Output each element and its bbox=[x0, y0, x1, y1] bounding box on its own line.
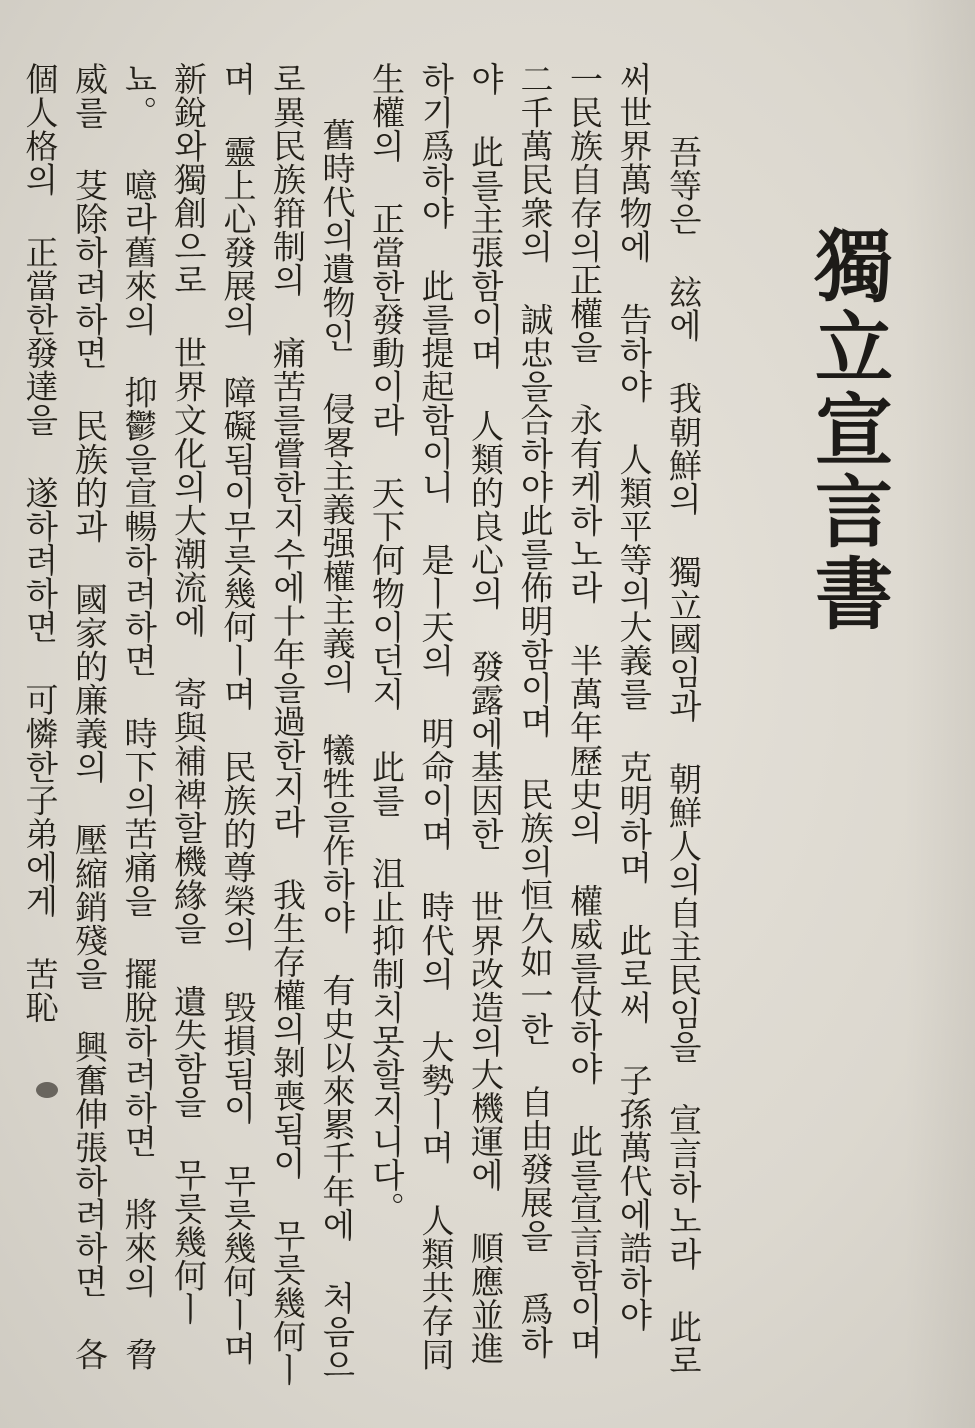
ink-stain bbox=[36, 1082, 58, 1098]
paragraph-2: 舊時代의遺物인 侵畧主義强權主義의 犧牲을作하야 有史以來累千年에 처음으로異民族箝制의 痛苦를嘗한지수에十年을過한지라 我生存權의剝喪됨이 무릇幾何ㅣ며 靈上心發展의 障礙됨이무릇幾何ㅣ며 民族的尊榮의 毁損됨이 무릇幾何ㅣ며 新銳와獨創으로 世界文化의大潮流에 寄與補裨할機緣을 遺失함을 무릇幾何ㅣ뇨。 噫라舊來의 抑鬱을宣暢하려하면 時下의苦痛을 擺脫하려하면 將來의 脅威를 芟除하려하면 民族的과 國家的廉義의 壓縮銷殘을 興奮伸張하려하면 各個人格의 正當한發達을 遂하려하면 可憐한子弟에게 苦恥 bbox=[20, 62, 357, 1387]
document-title: 獨立宣言書 bbox=[802, 225, 893, 635]
paragraph-1: 吾等은 玆에 我朝鮮의 獨立國임과 朝鮮人의自主民임을 宣言하노라 此로써世界萬物에 告하야 人類平等의大義를 克明하며 此로써 子孫萬代에誥하야 一民族自存의正權을 永有케하노라 半萬年歷史의 權威를仗하야 此를宣言함이며二千萬民衆의 誠忠을合하야此를佈明함이며 民族의恒久如一한 自由發展을 爲하야 此를主張함이며 人類的良心의 發露에基因한 世界改造의大機運에 順應並進하기爲하야 此를提起함이니 是ㅣ天의 明命이며 時代의 大勢ㅣ며 人類共存同生權의 正當한發動이라 天下何物이던지 此를 沮止抑制치못할지니다。 bbox=[367, 62, 703, 1377]
page-edge-shadow bbox=[905, 0, 975, 1428]
declaration-body bbox=[20, 62, 708, 1392]
